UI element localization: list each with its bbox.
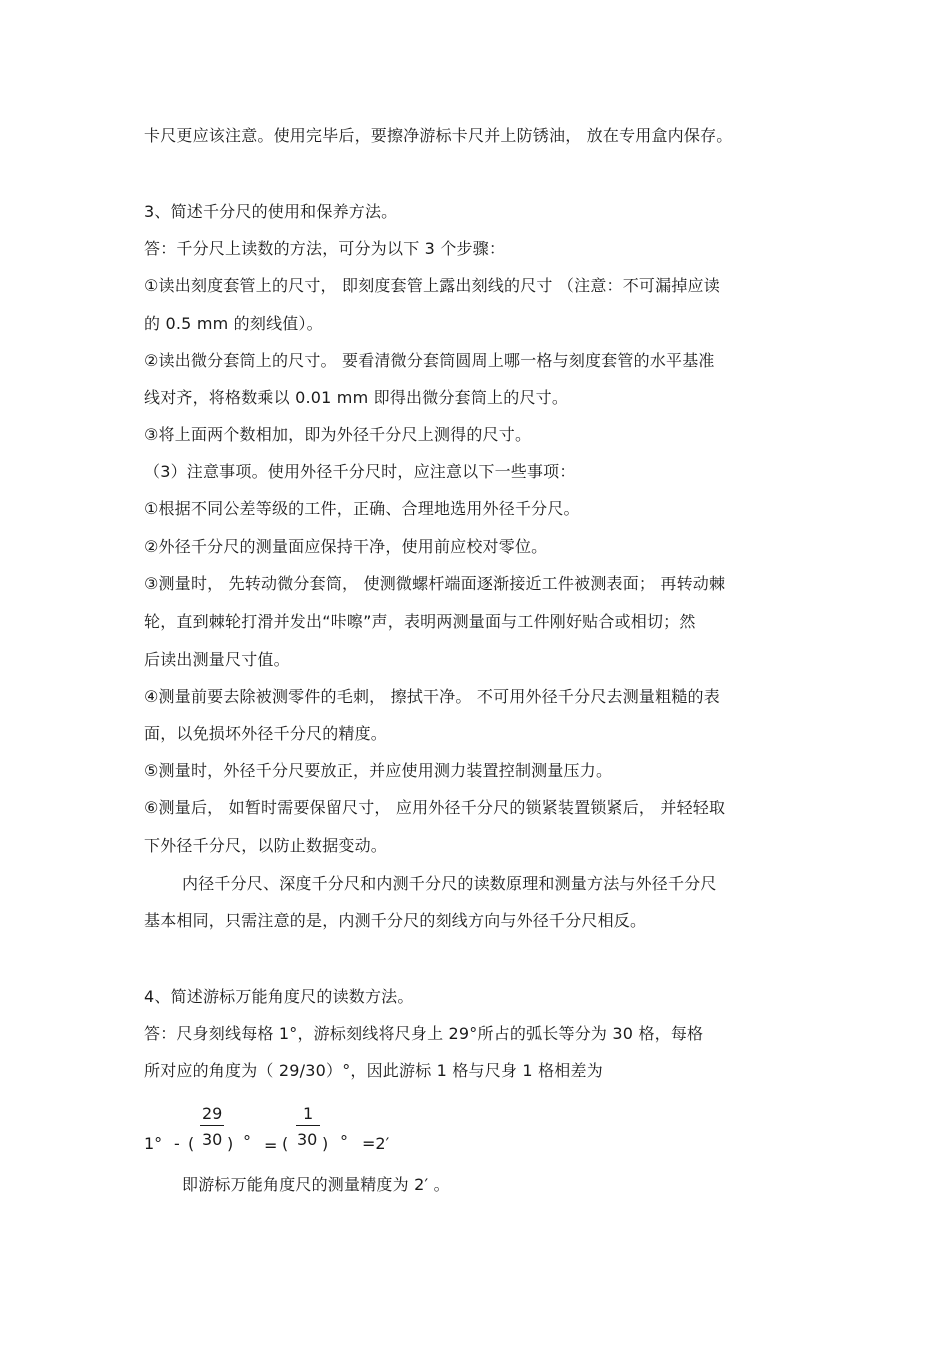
- fraction-numerator: 1: [303, 1104, 314, 1123]
- paragraph-line: ②读出微分套筒上的尺寸。 要看清微分套筒圆周上哪一格与刻度套管的水平基准: [144, 351, 715, 370]
- formula-degree: °: [243, 1132, 251, 1151]
- paragraph-line: 即游标万能角度尺的测量精度为 2′ 。: [182, 1175, 450, 1194]
- paragraph-line: ⑤测量时，外径千分尺要放正，并应使用测力装置控制测量压力。: [144, 761, 613, 780]
- paragraph-line: 基本相同，只需注意的是，内测千分尺的刻线方向与外径千分尺相反。: [144, 911, 647, 930]
- paragraph-line: （3）注意事项。使用外径千分尺时，应注意以下一些事项：: [144, 462, 576, 481]
- fraction-bar: [296, 1125, 320, 1126]
- paragraph-line: 面，以免损坏外径千分尺的精度。: [144, 724, 388, 743]
- formula-minus: -: [174, 1134, 180, 1153]
- section-heading-3: 3、简述千分尺的使用和保养方法。: [144, 202, 398, 221]
- paragraph-line: 下外径千分尺，以防止数据变动。: [144, 836, 388, 855]
- formula-paren: (: [188, 1134, 195, 1153]
- formula-paren: (: [282, 1134, 289, 1153]
- formula-paren: ): [322, 1134, 329, 1153]
- formula-degree: °: [340, 1132, 348, 1151]
- fraction-bar: [200, 1125, 224, 1126]
- paragraph-line: ③将上面两个数相加，即为外径千分尺上测得的尺寸。: [144, 425, 532, 444]
- fraction-denominator: 30: [202, 1130, 223, 1149]
- paragraph-line: 后读出测量尺寸值。: [144, 650, 290, 669]
- angle-formula: [144, 1100, 544, 1160]
- paragraph-line: ⑥测量后， 如暂时需要保留尺寸， 应用外径千分尺的锁紧装置锁紧后， 并轻轻取: [144, 798, 726, 817]
- formula-term: 1°: [144, 1134, 163, 1153]
- paragraph-line: ③测量时， 先转动微分套筒， 使测微螺杆端面逐渐接近工件被测表面； 再转动棘: [144, 574, 726, 593]
- paragraph-line: 的 0.5 mm 的刻线值）。: [144, 314, 323, 333]
- paragraph-line: 轮，直到棘轮打滑并发出“咔嚓”声，表明两测量面与工件刚好贴合或相切；然: [144, 612, 696, 631]
- paragraph-line: ②外径千分尺的测量面应保持干净，使用前应校对零位。: [144, 537, 548, 556]
- paragraph-line: 线对齐，将格数乘以 0.01 mm 即得出微分套筒上的尺寸。: [144, 388, 569, 407]
- fraction-numerator: 29: [202, 1104, 223, 1123]
- formula-equals: =: [264, 1136, 278, 1155]
- paragraph-line: 答：尺身刻线每格 1°，游标刻线将尺身上 29°所占的弧长等分为 30 格，每格: [144, 1024, 704, 1043]
- paragraph-line: 所对应的角度为（ 29/30）°，因此游标 1 格与尺身 1 格相差为: [144, 1061, 603, 1080]
- paragraph-line: 答：千分尺上读数的方法，可分为以下 3 个步骤：: [144, 239, 506, 258]
- paragraph-line: ①读出刻度套管上的尺寸， 即刻度套管上露出刻线的尺寸 （注意：不可漏掉应读: [144, 276, 720, 295]
- paragraph-line: 卡尺更应该注意。使用完毕后，要擦净游标卡尺并上防锈油， 放在专用盒内保存。: [144, 126, 733, 145]
- fraction-denominator: 30: [297, 1130, 318, 1149]
- paragraph-line: ④测量前要去除被测零件的毛刺， 擦拭干净。 不可用外径千分尺去测量粗糙的表: [144, 687, 720, 706]
- paragraph-line: ①根据不同公差等级的工件，正确、合理地选用外径千分尺。: [144, 499, 580, 518]
- formula-paren: ): [227, 1134, 234, 1153]
- paragraph-line: 内径千分尺、深度千分尺和内测千分尺的读数原理和测量方法与外径千分尺: [182, 874, 717, 893]
- formula-result: =2′: [362, 1134, 390, 1153]
- section-heading-4: 4、简述游标万能角度尺的读数方法。: [144, 987, 414, 1006]
